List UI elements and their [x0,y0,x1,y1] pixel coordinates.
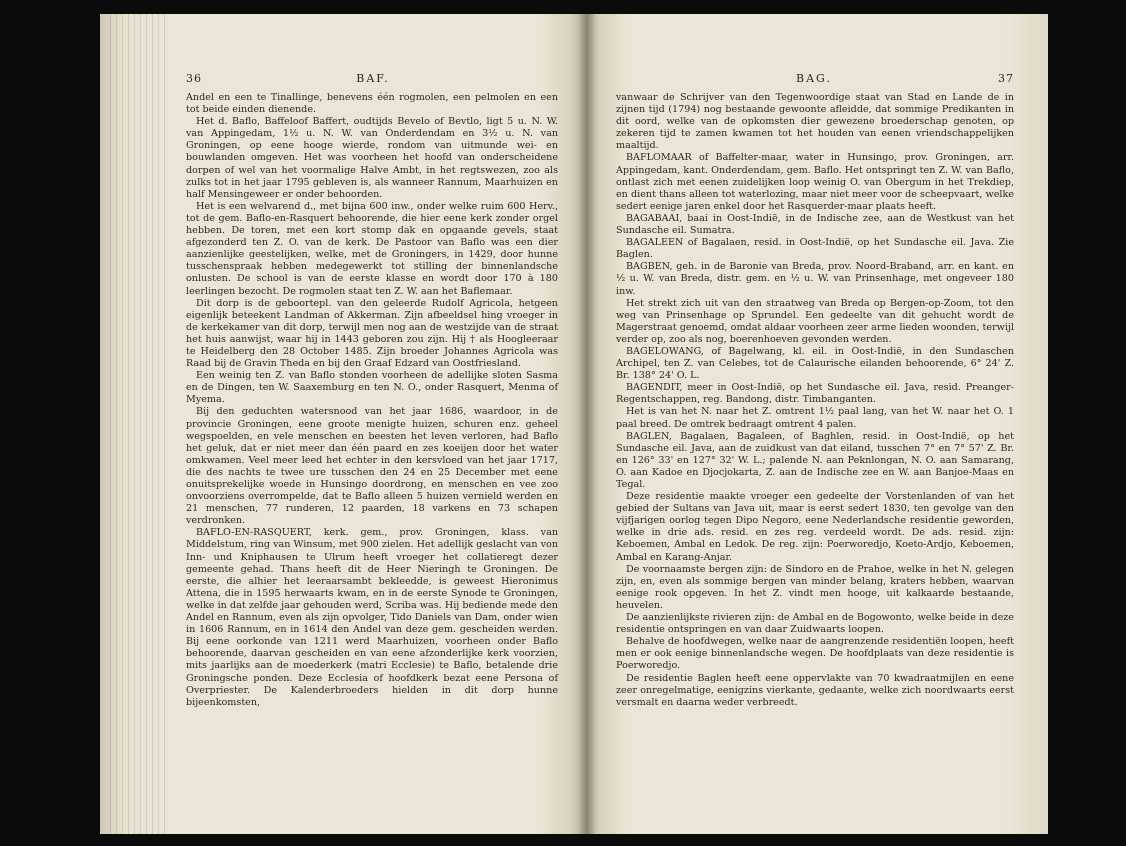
paragraph: BAGLEN, Bagalaen, Bagaleen, of Baghlen, resid. in Oost-Indië, op het Sundasche eil. Java, aan de zuidkust van dat eiland, tusschen 7° en 7° 57' Z. Br. en 126° 33' en 127° 32' W. L.; palende N. aan Peknlongan, N. O. aan Samarang, O. aan Kadoe en Djocjokarta, Z. aan de Indische zee en W. aan Banjoe-Maas en Tegal. [616,430,1014,490]
left-page [100,14,586,834]
paragraph: BAGABAAI, baai in Oost-Indië, in de Indische zee, aan de Westkust van het Sundasche eil. Sumatra. [616,212,1014,237]
paragraph: Bij den geduchten watersnood van het jaar 1686, waardoor, in de provincie Groningen, eene groote menigte huizen, schuren enz. geheel wegspoelden, en vele menschen en beesten het leven verloren, had Baflo het geluk, dat er niet meer dan één paard en zes koeijen door het water omkwamen. Veel meer leed het echter in den kersvloed van het jaar 1717, die des nachts te twee ure tusschen den 24 en 25 December met eene onuitsprekelijke woede in Hunsingo doordrong, en menschen en vee zoo onvoorziens overrompelde, dat te Baflo alleen 5 huizen vernield werden en 21 menschen, 77 runderen, 12 paarden, 18 varkens en 73 schapen verdronken. [186,406,558,527]
right-running-head: BAG. [796,72,832,85]
paragraph: BAGENDIT, meer in Oost-Indië, op het Sundasche eil. Java, resid. Preanger-Regentschappen, reg. Bandong, distr. Timbanganten. [616,382,1014,406]
paragraph: Andel en een te Tinallinge, benevens één rogmolen, een pelmolen en een tot beide einden dienende. [186,92,558,116]
page-edge-shadow [110,14,170,834]
paragraph: Het is een welvarend d., met bijna 600 inw., onder welke ruim 600 Herv., tot de gem. Baflo-en-Rasquert behoorende, die hier eene kerk zonder orgel hebben. De toren, met een kort stomp dak en opgaande gevels, staat afgezonderd ten Z. O. van de kerk. De Pastoor van Baflo was een dier aanzienlijke geestelijken, welke, met de Groningers, in 1429, door hunne tusschenspraak hebben medegewerkt tot stilling der binnenlandsche onlusten. De school is van de eerste klasse en wordt door 170 à 180 leerlingen bezocht. De rogmolen staat ten Z. W. aan het Baflemaar. [186,200,558,297]
paragraph: BAGALEEN of Bagalaen, resid. in Oost-Indië, op het Sundasche eil. Java. Zie Baglen. [616,237,1014,261]
paragraph: BAFLOMAAR of Baffelter-maar, water in Hunsingo, prov. Groningen, arr. Appingedam, kant. Onderdendam, gem. Baflo. Het ontspringt ten Z. W. van Baflo, ontlast zich met eenen zuidelijken loop weinig O. van Obergum in het Trekdiep, en dient thans alleen tot waterlozing, maar niet meer voor de scheepvaart, welke sedert eenige jaren enkel door het Rasquerder-maar plaats heeft. [616,152,1014,212]
left-page-body [186,92,558,709]
right-page [586,14,1048,834]
paragraph: Het is van het N. naar het Z. omtrent 1½ paal lang, van het W. naar het O. 1 paal breed. De omtrek bedraagt omtrent 4 palen. [616,406,1014,430]
paragraph: Een weinig ten Z. van Baflo stonden voorheen de adellijke sloten Sasma en de Dingen, ten W. Saaxemburg en ten N. O., onder Rasquert, Menma of Myema. [186,370,558,406]
paragraph: BAGBEN, geh. in de Baronie van Breda, prov. Noord-Braband, arr. en kant. en ½ u. W. van Breda, distr. gem. en ½ u. W. van Prinsenhage, met ongeveer 180 inw. [616,261,1014,297]
paragraph: vanwaar de Schrijver van den Tegenwoordige staat van Stad en Lande de in zijnen tijd (1794) nog bestaande gewoonte afleidde, dat sommige Predikanten in dit oord, welke van de opkomsten dier gewezene broederschap genoten, op zekeren tijd te zamen kwamen tot het houden van eenen vriendschappelijken maaltijd. [616,92,1014,152]
book-spread [100,14,1048,834]
paragraph: Het strekt zich uit van den straatweg van Breda op Bergen-op-Zoom, tot den weg van Prinsenhage op Sprundel. Een gedeelte van dit gehucht wordt de Magerstraat genoemd, omdat aldaar voorheen zeer arme lieden woonden, terwijl verder op, zoo als nog, boerenhoeven gevonden werden. [616,297,1014,345]
paragraph: Het d. Baflo, Baffeloof Baffert, oudtijds Bevelo of Bevtlo, ligt 5 u. N. W. van Appingedam, 1½ u. N. W. van Onderdendam en 3½ u. N. van Groningen, op eene hooge wierde, rondom van uitmunde wei- en bouwlanden omgeven. Het was voorheen het hoofd van onderscheidene dorpen of wel van het voormalige Halve Ambt, in het regtswezen, zoo als zulks tot in het jaar 1795 gebleven is, als wanneer Rannum, Maarhuizen en half Mensingeweer er onder behoorden. [186,116,558,200]
paragraph: Behalve de hoofdwegen, welke naar de aangrenzende residentiën loopen, heeft men er ook eenige binnenlandsche wegen. De hoofdplaats van deze residentie is Poerworedjo. [616,636,1014,672]
paragraph: De aanzienlijkste rivieren zijn: de Ambal en de Bogowonto, welke beide in deze residentie ontspringen en van daar Zuidwaarts loopen. [616,612,1014,636]
paragraph: Deze residentie maakte vroeger een gedeelte der Vorstenlanden of van het gebied der Sultans van Java uit, maar is eerst sedert 1830, ten gevolge van den vijfjarigen oorlog tegen Dipo Negoro, eene Nederlandsche residentie geworden, welke in drie ads. resid. en zes reg. verdeeld wordt. De ads. resid. zijn: Keboemen, Ambal en Ledok. De reg. zijn: Poerworedjo, Koeto-Ardjo, Keboemen, Ambal en Karang-Anjar. [616,491,1014,563]
book-gutter [578,14,596,834]
paragraph: BAFLO-EN-RASQUERT, kerk. gem., prov. Groningen, klass. van Middelstum, ring van Winsum, met 900 zielen. Het adellijk geslacht van von Inn- und Kniphausen te Ulrum heeft vroeger het collatieregt dezer gemeente gehad. Thans heeft dit de Heer Nieringh te Groningen. De eerste, die alhier het leeraarsambt bekleedde, is geweest Hieronimus Attena, die in 1595 herwaarts kwam, en in de eerste Synode te Groningen, welke in dat zelfde jaar gehouden werd, Scriba was. Hij bediende mede den Andel en Rannum, even als zijn opvolger, Tido Daniels van Dam, onder wien in 1606 Rannum, en in 1614 den Andel van deze gem. gescheiden werden. Bij eene oorkonde van 1211 werd Maarhuizen, voorheen onder Baflo behoorende, daarvan gescheiden en van eene afzonderlijke kerk voorzien, mits jaarlijks aan de moederkerk (matri Ecclesie) te Baflo, betalende drie Groningsche ponden. Deze Ecclesia of hoofdkerk bezat eene Persona of Overpriester. De Kalenderbroeders hielden in dit dorp hunne bijeenkomsten, [186,527,558,708]
left-running-head: BAF. [356,72,390,85]
paragraph: BAGELOWANG, of Bagelwang, kl. eil. in Oost-Indië, in den Sundaschen Archipel, ten Z. van Celebes, tot de Calaurische eilanden behoorende, 6° 24' Z. Br. 138° 24' O. L. [616,345,1014,382]
left-page-header [186,72,558,86]
right-page-header [616,72,1014,86]
right-page-number: 37 [998,72,1014,85]
left-page-number: 36 [186,72,202,85]
right-page-body [616,92,1014,709]
paragraph: Dit dorp is de geboortepl. van den geleerde Rudolf Agricola, hetgeen eigenlijk beteekent Landman of Akkerman. Zijn afbeeldsel hing vroeger in de kerkekamer van dit dorp, terwijl men nog aan de westzijde van de straat het huis aanwijst, waar hij in 1443 geboren zou zijn. Hij † als Hoogleeraar te Heidelberg den 28 October 1485. Zijn broeder Johannes Agricola was Raad bij de Gravin Theda en bij den Graaf Edzard van Oostfriesland. [186,297,558,370]
paragraph: De voornaamste bergen zijn: de Sindoro en de Prahoe, welke in het N. gelegen zijn, en, even als sommige bergen van minder belang, kraters hebben, waarvan eenige rook opgeven. In het Z. vindt men hooge, uit kalkaarde bestaande, heuvelen. [616,563,1014,611]
paragraph: De residentie Baglen heeft eene oppervlakte van 70 kwadraatmijlen en eene zeer onregelmatige, eenigzins vierkante, gedaante, welke zich noordwaarts eerst versmalt en daarna weder verbreedt. [616,672,1014,708]
